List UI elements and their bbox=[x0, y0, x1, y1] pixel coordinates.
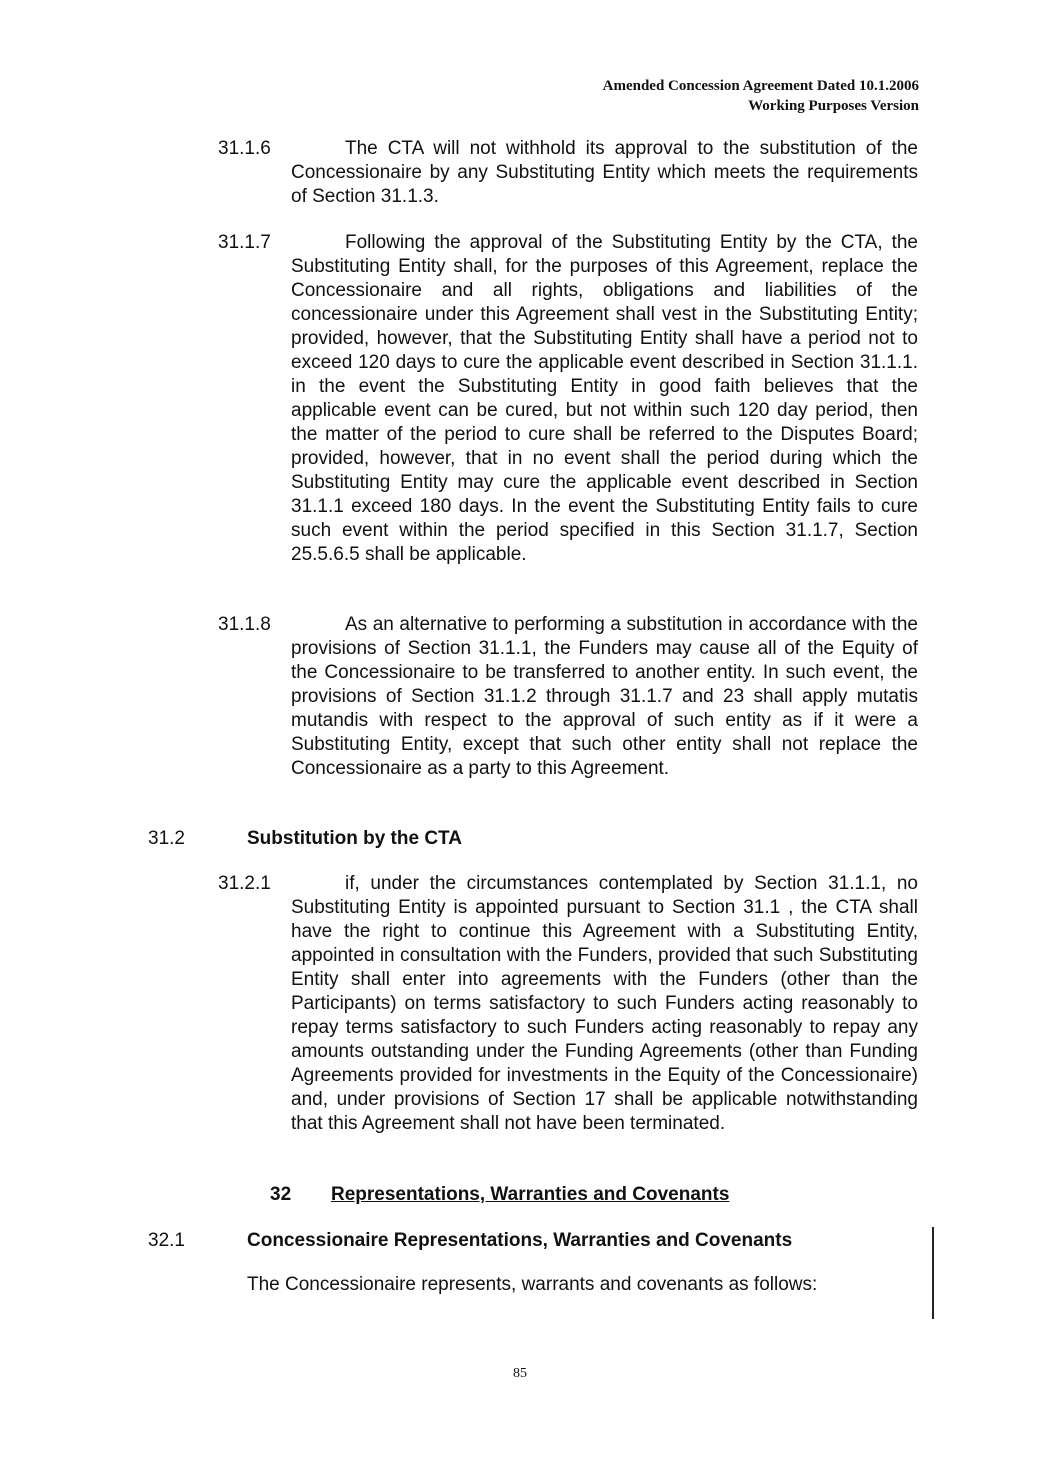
revision-change-bar bbox=[932, 1227, 934, 1319]
running-header bbox=[603, 76, 919, 116]
clause-31-1-7 bbox=[218, 231, 918, 567]
article-title: Representations, Warranties and Covenants bbox=[331, 1184, 730, 1205]
header-title: Amended Concession Agreement Dated 10.1.2006 bbox=[602, 78, 919, 94]
clause-text: if, under the circumstances contemplated by Section 31.1.1, no Substituting Entity is appointed pursuant to Section 31.1 , the CTA shall have the right to continue this Agreement with a Substituting Entity, appointed in consultation with the Funders, provided that such Substituting Entity shall enter into agreements with the Funders (other than the Participants) on terms satisfactory to such Funders acting reasonably to repay terms satisfactory to such Funders acting reasonably to repay any amounts outstanding under the Funding Agreements (other than Funding Agreements provided for investments in the Equity of the Concessionaire) and, under provisions of Section 17 shall be applicable notwithstanding that this Agreement shall not have been terminated. bbox=[291, 873, 918, 1134]
page-number: 85 bbox=[513, 1366, 527, 1381]
clause-number: 31.1.6 bbox=[218, 138, 271, 159]
section-number: 31.2 bbox=[148, 828, 185, 849]
header-version: Working Purposes Version bbox=[748, 98, 919, 114]
clause-text: As an alternative to performing a substitution in accordance with the provisions of Section 31.1.1, the Funders may cause all of the Equity of the Concessionaire to be transferred to another entity. In such event, the provisions of Section 31.1.2 through 31.1.7 and 23 shall apply mutatis mutandis with respect to the approval of such entity as if it were a Substituting Entity, except that such other entity shall not replace the Concessionaire as a party to this Agreement. bbox=[291, 614, 918, 779]
clause-31-1-6 bbox=[218, 137, 918, 209]
clause-31-1-8 bbox=[218, 613, 918, 781]
clause-number: 31.1.7 bbox=[218, 232, 271, 253]
clause-number: 31.2.1 bbox=[218, 873, 271, 894]
clause-number: 31.1.8 bbox=[218, 614, 271, 635]
clause-text: Following the approval of the Substituting Entity by the CTA, the Substituting Entity shall, for the purposes of this Agreement, replace the Concessionaire and all rights, obligations and liabilities of the concessionaire under this Agreement shall vest in the Substituting Entity; provided, however, that the Substituting Entity shall have a period not to exceed 120 days to cure the applicable event described in Section 31.1.1. in the event the Substituting Entity in good faith believes that the applicable event can be cured, but not within such 120 day period, then the matter of the period to cure shall be referred to the Disputes Board; provided, however, that in no event shall the period during which the Substituting Entity may cure the applicable event described in Section 31.1.1 exceed 180 days. In the event the Substituting Entity fails to cure such event within the period specified in this Section 31.1.7, Section 25.5.6.5 shall be applicable. bbox=[291, 232, 918, 565]
section-title: Concessionaire Representations, Warranties and Covenants bbox=[247, 1230, 793, 1251]
intro-paragraph: The Concessionaire represents, warrants and covenants as follows: bbox=[247, 1274, 818, 1295]
clause-text: The CTA will not withhold its approval to the substitution of the Concessionaire by any Substituting Entity which meets the requirements of Section 31.1.3. bbox=[291, 138, 918, 207]
article-heading-32 bbox=[270, 1183, 729, 1207]
article-number: 32 bbox=[270, 1184, 292, 1205]
section-number: 32.1 bbox=[148, 1230, 185, 1251]
clause-31-2-1 bbox=[218, 872, 918, 1136]
section-title: Substitution by the CTA bbox=[247, 828, 462, 849]
